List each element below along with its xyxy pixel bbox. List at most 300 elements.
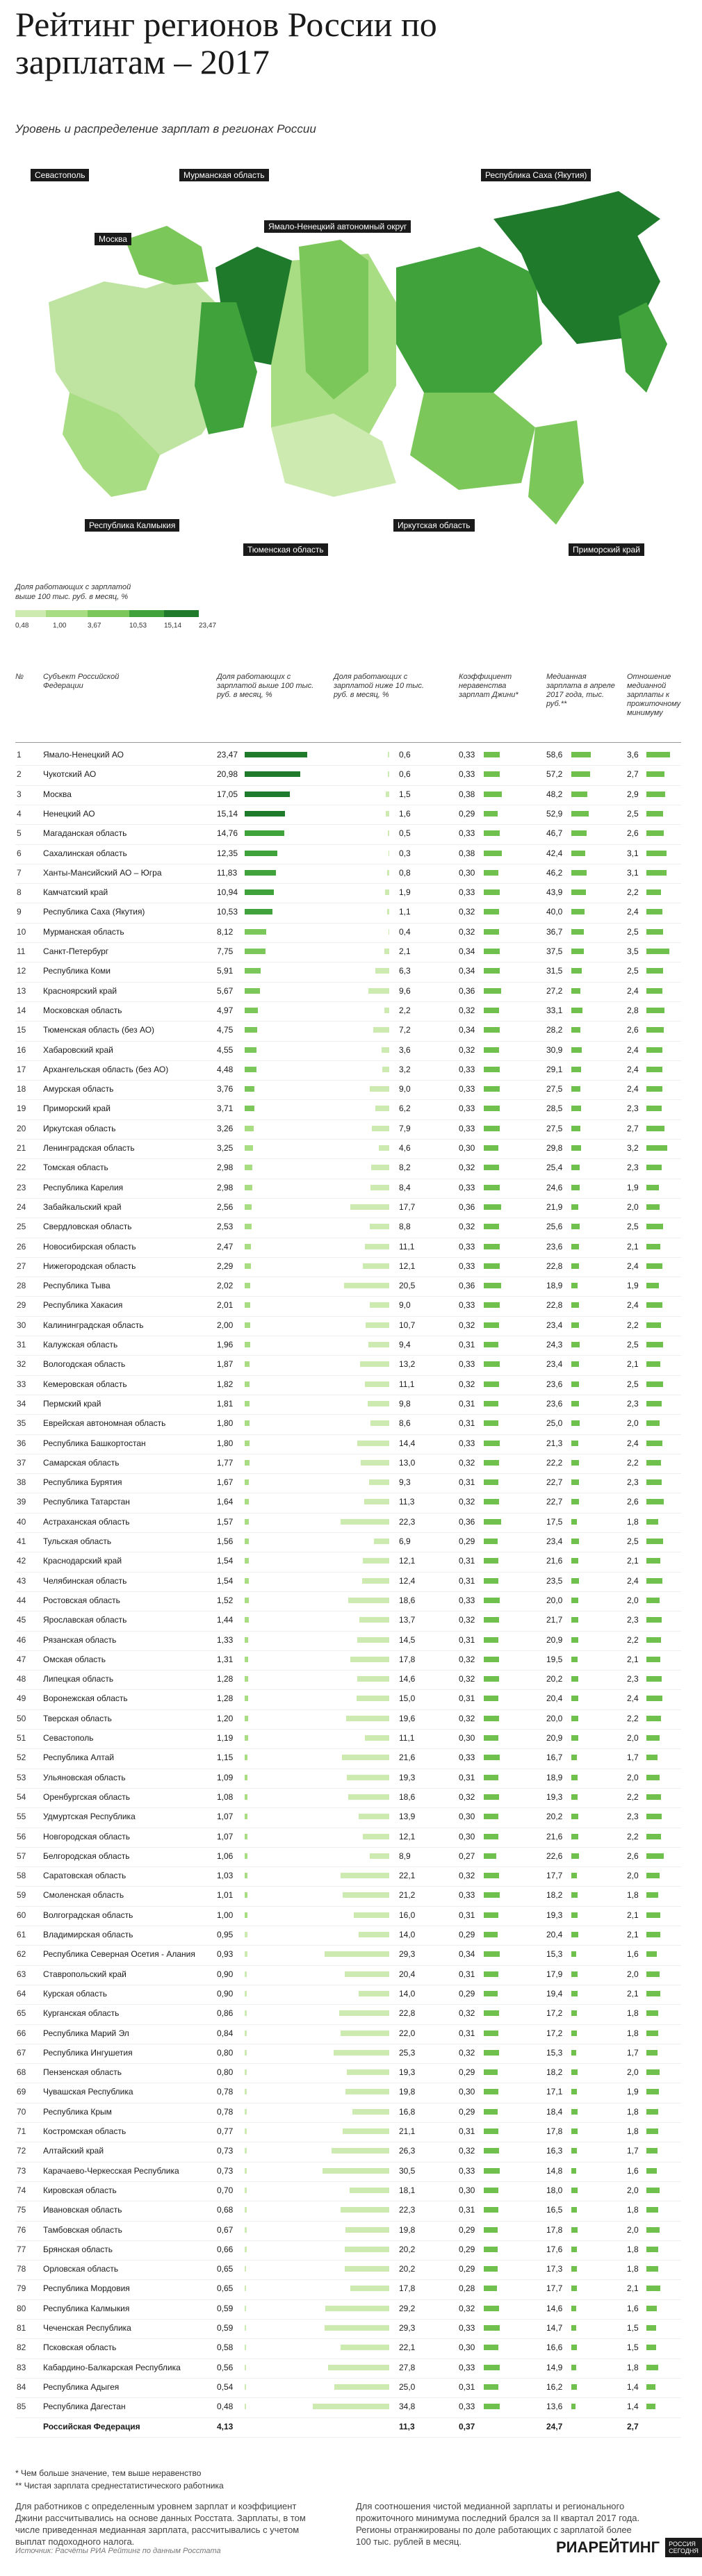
gini-bar [484, 1185, 500, 1190]
row-median: 19,5 [546, 1654, 563, 1664]
median-bar [571, 1126, 580, 1131]
table-row [0, 1081, 694, 1097]
row-ratio: 2,4 [627, 1261, 639, 1271]
row-median: 17,9 [546, 1969, 563, 1979]
table-row [0, 1435, 694, 1452]
table-row [0, 1317, 694, 1334]
gini-bar [484, 2148, 499, 2153]
median-bar [571, 2384, 577, 2390]
row-ratio: 1,7 [627, 2146, 639, 2156]
share-bar [245, 949, 266, 954]
row-share: 1,31 [217, 1654, 234, 1664]
share-bar [245, 2031, 247, 2036]
row-share: 0,90 [217, 1988, 234, 1999]
row-separator [15, 2437, 681, 2438]
logo-box: РОССИЯ СЕГОДНЯ [665, 2538, 702, 2557]
low-bar [359, 1932, 389, 1937]
table-row [0, 1199, 694, 1215]
low-bar [344, 1283, 389, 1288]
row-median: 14,7 [546, 2323, 563, 2333]
median-bar [571, 1971, 578, 1977]
median-bar [571, 1224, 580, 1229]
low-bar [384, 949, 389, 954]
ratio-bar [646, 1067, 662, 1072]
row-share: 1,96 [217, 1340, 234, 1349]
map-label-sevastopol: Севастополь [31, 169, 89, 181]
row-separator [15, 1021, 681, 1022]
row-median: 46,7 [546, 828, 563, 839]
row-gini: 0,31 [459, 1418, 475, 1429]
ratio-bar [646, 929, 663, 935]
share-bar [245, 1873, 247, 1878]
row-separator [15, 2319, 681, 2320]
row-median: 18,2 [546, 1890, 563, 1901]
low-bar [373, 1027, 389, 1033]
row-ratio: 2,0 [627, 1871, 639, 1881]
row-gini: 0,32 [459, 1615, 475, 1625]
row-rank: 54 [17, 1791, 26, 1802]
row-share: 1,52 [217, 1595, 234, 1605]
low-bar [357, 1637, 389, 1643]
gini-bar [484, 1558, 498, 1564]
median-bar [571, 1027, 580, 1033]
low-bar [357, 1676, 389, 1682]
share-bar [245, 1892, 247, 1898]
row-rank: 82 [17, 2343, 26, 2353]
row-median: 31,5 [546, 966, 563, 976]
ratio-bar [646, 2207, 658, 2213]
share-bar [245, 2168, 247, 2174]
ratio-bar [646, 851, 667, 856]
header-median: Медианная зарплата в апреле 2017 года, тыс. руб.** [546, 673, 615, 708]
ratio-bar [646, 1755, 658, 1760]
row-gini: 0,32 [459, 1163, 475, 1173]
gini-bar [484, 1145, 498, 1151]
row-share: 5,91 [217, 966, 234, 976]
row-rank: 18 [17, 1084, 26, 1094]
row-gini: 0,32 [459, 2008, 475, 2019]
table-row [0, 1140, 694, 1156]
row-median: 17,8 [546, 2126, 563, 2136]
row-share: 7,75 [217, 946, 234, 956]
row-separator [15, 2221, 681, 2222]
row-ratio: 2,2 [627, 1457, 639, 1468]
gini-bar [484, 1716, 499, 1721]
row-low: 10,7 [399, 1320, 416, 1330]
page-title: Рейтинг регионов России по зарплатам – 2017 [15, 5, 437, 81]
low-bar [388, 830, 389, 836]
row-ratio: 2,4 [627, 907, 639, 917]
share-bar [245, 1558, 249, 1564]
row-name: Свердловская область [43, 1222, 132, 1232]
median-bar [571, 1263, 579, 1269]
row-name: Республика Адыгея [43, 2381, 120, 2392]
row-gini: 0,36 [459, 1201, 475, 1212]
row-gini: 0,36 [459, 985, 475, 996]
share-bar [245, 1578, 249, 1584]
row-low: 26,3 [399, 2146, 416, 2156]
row-ratio: 2,4 [627, 1575, 639, 1586]
row-name: Республика Татарстан [43, 1497, 130, 1507]
median-bar [571, 1460, 579, 1466]
low-bar [350, 1657, 389, 1662]
gini-bar [484, 1283, 501, 1288]
row-median: 57,2 [546, 769, 563, 780]
row-share: 0,70 [217, 2185, 234, 2195]
row-median: 22,7 [546, 1477, 563, 1488]
row-gini: 0,30 [459, 1733, 475, 1743]
low-bar [359, 1814, 389, 1819]
table-row [0, 1730, 694, 1746]
gini-bar [484, 2089, 498, 2094]
ratio-bar [646, 1991, 660, 1996]
median-bar [571, 1185, 580, 1190]
row-ratio: 2,2 [627, 887, 639, 898]
row-ratio: 2,5 [627, 1222, 639, 1232]
table-row [0, 1592, 694, 1609]
row-median: 25,0 [546, 1418, 563, 1429]
gini-bar [484, 1361, 500, 1367]
row-name: Кемеровская область [43, 1379, 127, 1389]
row-ratio: 2,7 [627, 2421, 639, 2431]
row-name: Москва [43, 789, 72, 799]
low-bar [345, 2247, 389, 2252]
row-gini: 0,31 [459, 1556, 475, 1566]
row-rank: 71 [17, 2126, 26, 2136]
row-gini: 0,33 [459, 1084, 475, 1094]
low-bar [341, 1873, 389, 1878]
row-separator [15, 1041, 681, 1042]
row-rank: 59 [17, 1890, 26, 1901]
row-separator [15, 1119, 681, 1120]
row-name: Липецкая область [43, 1674, 114, 1684]
ratio-bar [646, 2050, 658, 2056]
table-row [0, 1651, 694, 1668]
share-bar [245, 811, 285, 817]
table-row [0, 2005, 694, 2021]
gini-bar [484, 1657, 499, 1662]
row-ratio: 1,6 [627, 1949, 639, 1960]
low-bar [323, 2168, 389, 2174]
region-amur [410, 393, 535, 490]
row-rank: 65 [17, 2008, 26, 2019]
row-low: 18,1 [399, 2185, 416, 2195]
legend-swatch-3 [88, 610, 129, 617]
row-low: 20,5 [399, 1281, 416, 1291]
share-bar [245, 1598, 249, 1603]
row-gini: 0,32 [459, 1005, 475, 1015]
median-bar [571, 830, 587, 836]
row-rank: 8 [17, 887, 22, 898]
ratio-bar [646, 1204, 660, 1210]
gini-bar [484, 1106, 500, 1111]
row-gini: 0,33 [459, 1123, 475, 1133]
low-bar [370, 1302, 389, 1308]
legend-title: Доля работающих с зарплатой выше 100 тыс. руб. в месяц, % [15, 583, 131, 601]
row-median: 18,2 [546, 2067, 563, 2078]
row-share: 4,13 [217, 2421, 234, 2431]
row-rank: 41 [17, 1536, 26, 1546]
row-share: 3,25 [217, 1143, 234, 1153]
row-median: 22,2 [546, 1457, 563, 1468]
row-ratio: 2,5 [627, 808, 639, 819]
row-share: 4,97 [217, 1005, 234, 1015]
row-gini: 0,33 [459, 1300, 475, 1311]
ratio-bar [646, 1244, 660, 1249]
row-separator [15, 1296, 681, 1297]
row-name: Камчатский край [43, 887, 108, 898]
row-median: 58,6 [546, 750, 563, 760]
ratio-bar [646, 2128, 658, 2134]
row-name: Алтайский край [43, 2146, 104, 2156]
low-bar [354, 1912, 389, 1918]
low-bar [339, 2010, 389, 2016]
ratio-bar [646, 2069, 660, 2075]
row-ratio: 1,8 [627, 2362, 639, 2372]
row-name: Республика Ингушетия [43, 2047, 133, 2058]
share-bar [245, 1775, 247, 1780]
row-low: 17,8 [399, 1654, 416, 1664]
row-gini: 0,29 [459, 2106, 475, 2117]
row-median: 20,0 [546, 1595, 563, 1605]
row-share: 0,56 [217, 2362, 234, 2372]
row-ratio: 3,2 [627, 1143, 639, 1153]
share-bar [245, 988, 260, 994]
table-row [0, 1336, 694, 1353]
row-low: 6,9 [399, 1536, 411, 1546]
low-bar [368, 1342, 389, 1347]
row-ratio: 2,3 [627, 1674, 639, 1684]
row-name: Тамбовская область [43, 2224, 122, 2235]
row-median: 28,5 [546, 1104, 563, 1114]
low-bar [384, 1008, 389, 1013]
row-rank: 15 [17, 1025, 26, 1035]
row-name: Ульяновская область [43, 1772, 126, 1782]
row-share: 0,86 [217, 2008, 234, 2019]
row-gini: 0,31 [459, 1910, 475, 1920]
row-separator [15, 1060, 681, 1061]
median-bar [571, 1794, 578, 1800]
row-gini: 0,31 [459, 2205, 475, 2215]
table-row [0, 2241, 694, 2258]
row-separator [15, 2181, 681, 2182]
row-separator [15, 1788, 681, 1789]
row-name: Республика Крым [43, 2106, 112, 2117]
median-bar [571, 2089, 577, 2094]
share-bar [245, 1106, 254, 1111]
share-bar [245, 1539, 249, 1544]
gini-bar [484, 1814, 498, 1819]
row-low: 18,6 [399, 1595, 416, 1605]
gini-bar [484, 2188, 498, 2193]
share-bar [245, 1027, 257, 1033]
row-gini: 0,33 [459, 2402, 475, 2412]
ratio-bar [646, 1086, 662, 1092]
row-rank: 44 [17, 1595, 26, 1605]
low-bar [341, 2345, 389, 2350]
row-ratio: 2,3 [627, 1163, 639, 1173]
row-ratio: 2,4 [627, 1438, 639, 1448]
row-median: 33,1 [546, 1005, 563, 1015]
row-name: Удмуртская Республика [43, 1812, 136, 1822]
row-share: 0,59 [217, 2323, 234, 2333]
gini-bar [484, 1794, 499, 1800]
row-rank: 27 [17, 1261, 26, 1271]
row-share: 1,28 [217, 1674, 234, 1684]
row-low: 16,0 [399, 1910, 416, 1920]
ratio-bar [646, 1716, 661, 1721]
legend-tick: 15,14 [164, 622, 182, 630]
gini-bar [484, 1441, 500, 1446]
gini-bar [484, 1008, 499, 1013]
row-ratio: 2,0 [627, 1595, 639, 1605]
region-primorye [528, 420, 584, 525]
row-rank: 36 [17, 1438, 26, 1448]
row-separator [15, 1847, 681, 1848]
row-gini: 0,38 [459, 848, 475, 858]
low-bar [345, 1971, 389, 1977]
median-bar [571, 1558, 578, 1564]
row-rank: 9 [17, 907, 22, 917]
row-name: Челябинская область [43, 1575, 127, 1586]
row-median: 18,0 [546, 2185, 563, 2195]
low-bar [345, 2266, 389, 2272]
legend-tick: 0,48 [15, 622, 29, 630]
row-share: 2,98 [217, 1163, 234, 1173]
row-gini: 0,36 [459, 1281, 475, 1291]
row-share: 1,67 [217, 1477, 234, 1488]
low-bar [350, 2188, 389, 2193]
row-separator [15, 1748, 681, 1749]
row-median: 19,4 [546, 1988, 563, 1999]
table-row [0, 924, 694, 940]
median-bar [571, 1244, 579, 1249]
row-low: 8,2 [399, 1163, 411, 1173]
row-share: 0,68 [217, 2205, 234, 2215]
row-median: 24,7 [546, 2421, 563, 2431]
row-name: Ивановская область [43, 2205, 122, 2215]
low-bar [368, 988, 389, 994]
row-rank: 34 [17, 1398, 26, 1409]
row-separator [15, 844, 681, 845]
row-gini: 0,32 [459, 1497, 475, 1507]
gini-bar [484, 1479, 498, 1485]
gini-bar [484, 2404, 500, 2409]
gini-bar [484, 2069, 498, 2075]
median-bar [571, 988, 580, 994]
row-median: 24,6 [546, 1182, 563, 1192]
row-ratio: 2,4 [627, 1044, 639, 1055]
table-row [0, 1100, 694, 1117]
table-row [0, 1513, 694, 1530]
share-bar [245, 1381, 250, 1387]
row-separator [15, 1729, 681, 1730]
share-bar [245, 2306, 246, 2311]
row-ratio: 2,7 [627, 1123, 639, 1133]
row-ratio: 2,3 [627, 1104, 639, 1114]
table-row [0, 825, 694, 842]
row-separator [15, 1099, 681, 1100]
share-bar [245, 1991, 247, 1996]
table-header [0, 667, 694, 737]
row-name: Республика Алтай [43, 1753, 115, 1763]
row-ratio: 2,5 [627, 926, 639, 937]
low-bar [365, 1735, 389, 1741]
row-gini: 0,37 [459, 2421, 475, 2431]
low-bar [347, 2069, 389, 2075]
ratio-bar [646, 1302, 662, 1308]
row-median: 22,6 [546, 1851, 563, 1861]
row-low: 29,2 [399, 2303, 416, 2313]
gini-bar [484, 1302, 500, 1308]
table-row [0, 1907, 694, 1923]
row-rank: 28 [17, 1281, 26, 1291]
row-name: Санкт-Петербург [43, 946, 109, 956]
row-median: 14,9 [546, 2362, 563, 2372]
row-separator [15, 2004, 681, 2005]
row-gini: 0,32 [459, 2146, 475, 2156]
gini-bar [484, 1047, 499, 1053]
share-bar [245, 2050, 247, 2056]
row-name: Республика Коми [43, 966, 111, 976]
ratio-bar [646, 1027, 664, 1033]
ratio-bar [646, 1932, 660, 1937]
row-low: 15,0 [399, 1693, 416, 1704]
gini-bar [484, 2031, 498, 2036]
median-bar [571, 1951, 576, 1957]
row-ratio: 2,6 [627, 1025, 639, 1035]
median-bar [571, 2345, 577, 2350]
row-gini: 0,33 [459, 1261, 475, 1271]
row-rank: 52 [17, 1753, 26, 1763]
table-row [0, 2379, 694, 2395]
row-low: 1,9 [399, 887, 411, 898]
gini-bar [484, 2306, 499, 2311]
table-row [0, 746, 694, 763]
share-bar [245, 1834, 247, 1839]
row-low: 29,3 [399, 2323, 416, 2333]
gini-bar [484, 2168, 500, 2174]
row-separator [15, 883, 681, 884]
table-row [0, 1573, 694, 1589]
low-bar [334, 2050, 389, 2056]
row-low: 30,5 [399, 2165, 416, 2176]
row-gini: 0,29 [459, 808, 475, 819]
gini-bar [484, 889, 500, 895]
table-row [0, 1828, 694, 1845]
row-name: Ханты-Мансийский АО – Югра [43, 867, 162, 878]
russia-map [7, 163, 687, 573]
share-bar [245, 1696, 248, 1701]
gini-bar [484, 2384, 498, 2390]
row-rank: 70 [17, 2106, 26, 2117]
row-ratio: 3,1 [627, 848, 639, 858]
row-separator [15, 923, 681, 924]
row-share: 0,73 [217, 2165, 234, 2176]
ratio-bar [646, 1853, 664, 1859]
legend-tick: 3,67 [88, 622, 101, 630]
ratio-bar [646, 2286, 660, 2291]
gini-bar [484, 1499, 499, 1504]
ratio-bar [646, 1499, 664, 1504]
row-share: 2,00 [217, 1320, 234, 1330]
row-name: Архангельская область (без АО) [43, 1064, 169, 1074]
ratio-bar [646, 2384, 655, 2390]
gini-bar [484, 1951, 500, 1957]
row-ratio: 2,1 [627, 1654, 639, 1664]
row-share: 1,19 [217, 1733, 234, 1743]
row-name: Владимирская область [43, 1930, 133, 1939]
